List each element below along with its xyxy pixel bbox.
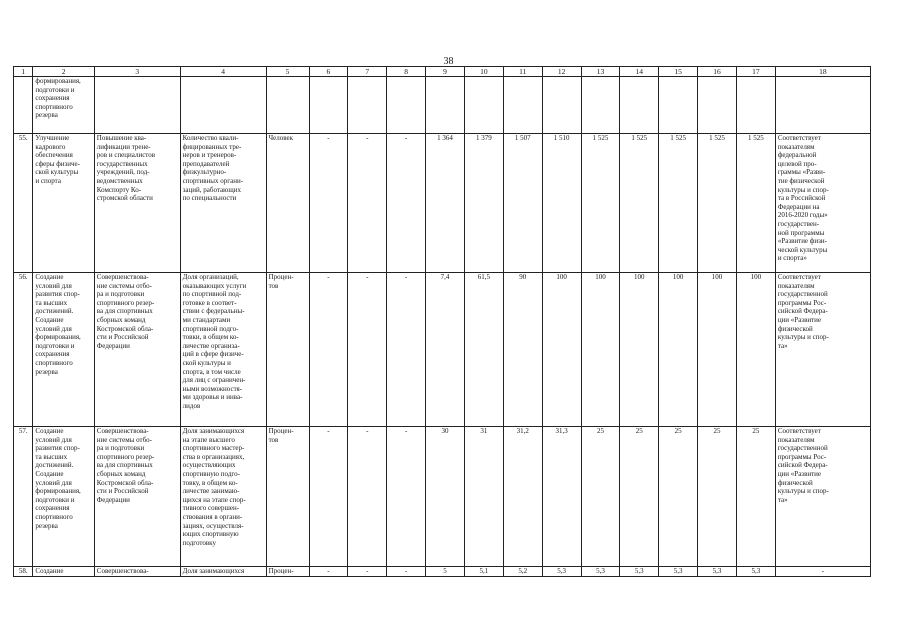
row-value-col14: 25 [620, 427, 659, 567]
row-value-col17 [736, 77, 775, 134]
row-compliance-note [775, 77, 870, 134]
row-value-col14: 5,3 [620, 567, 659, 577]
row-value-col10: 61,5 [464, 273, 503, 427]
column-header: 14 [620, 67, 659, 77]
column-header: 11 [503, 67, 542, 77]
page-number: 38 [443, 56, 454, 67]
row-task [94, 77, 180, 134]
row-task: Повышение ква- лификации трене- ров и специалистов государственных учреждений, под- ведомственных Комспорту Ко- стромской области [94, 134, 180, 273]
row-value-col16: 5,3 [698, 567, 737, 577]
row-task: Совершенствова- [94, 567, 180, 577]
row-value-col8: - [387, 427, 426, 567]
row-value-col8: - [387, 567, 426, 577]
row-value-col13 [581, 77, 620, 134]
row-value-col6: - [309, 567, 348, 577]
column-header: 18 [775, 67, 870, 77]
table-row [14, 567, 871, 577]
row-value-col13: 1 525 [581, 134, 620, 273]
row-value-col9: 5 [426, 567, 465, 577]
row-number [14, 77, 33, 134]
row-value-col10: 1 379 [464, 134, 503, 273]
row-value-col11: 1 507 [503, 134, 542, 273]
row-value-col15: 5,3 [659, 567, 698, 577]
indicators-table [13, 66, 871, 577]
table-row [14, 77, 871, 134]
row-objective: Создание условий для развития спор- та высших достижений. Создание условий для формирования, подготовки и сохранения спортивного резерва [33, 273, 94, 427]
row-value-col15: 1 525 [659, 134, 698, 273]
row-value-col7 [348, 77, 387, 134]
row-value-col10: 31 [464, 427, 503, 567]
row-unit: Процен- тов [266, 273, 309, 427]
row-value-col15 [659, 77, 698, 134]
table-row [14, 134, 871, 273]
table-row [14, 273, 871, 427]
row-compliance-note: Соответствует показателям государственной программы Рос- сийской Федера- ции «Развитие физической культуры и спор- та» [775, 273, 870, 427]
row-value-col7: - [348, 427, 387, 567]
row-value-col14 [620, 77, 659, 134]
column-header: 7 [348, 67, 387, 77]
row-value-col16: 100 [698, 273, 737, 427]
row-task: Совершенствова- ние системы отбо- ра и подготовки спортивного резер- ва для спортивных сборных команд Костромской обла- сти и Российской Федерации [94, 427, 180, 567]
row-indicator: Доля организаций, оказывающих услуги по спортивной под- готовке в соответ- ствии с федеральны- ми стандартами спортивной подго- товки, в общем ко- личестве организа- ций в сфере физиче- ской культуры и спорта, в том числе для лиц с ограничен- ными возможностя- ми здоровья и инва- лидов [180, 273, 266, 427]
row-value-col9 [426, 77, 465, 134]
row-value-col14: 100 [620, 273, 659, 427]
row-value-col6: - [309, 273, 348, 427]
row-value-col17: 1 525 [736, 134, 775, 273]
row-value-col16: 25 [698, 427, 737, 567]
column-header: 8 [387, 67, 426, 77]
row-value-col6 [309, 77, 348, 134]
column-header: 5 [266, 67, 309, 77]
row-value-col9: 1 364 [426, 134, 465, 273]
row-value-col12: 31,3 [542, 427, 581, 567]
column-header: 9 [426, 67, 465, 77]
row-value-col17: 100 [736, 273, 775, 427]
row-task: Совершенствова- ние системы отбо- ра и подготовки спортивного резер- ва для спортивных сборных команд Костромской обла- сти и Российской Федерации [94, 273, 180, 427]
row-value-col9: 7,4 [426, 273, 465, 427]
row-unit: Человек [266, 134, 309, 273]
row-number: 57. [14, 427, 33, 567]
table-row [14, 427, 871, 567]
row-value-col14: 1 525 [620, 134, 659, 273]
row-value-col8: - [387, 134, 426, 273]
row-indicator: Доля занимающихся на этапе высшего спортивного мастер- ства в организациях, осуществляющих спортивную подго- товку, в общем ко- личестве занимаю- щихся на этапе спор- тивного совершен- ствования в органи- зациях, осуществля- ющих спортивную подготовку [180, 427, 266, 567]
row-compliance-note: - [775, 567, 870, 577]
row-value-col6: - [309, 427, 348, 567]
column-header: 2 [33, 67, 94, 77]
row-indicator [180, 77, 266, 134]
row-value-col13: 5,3 [581, 567, 620, 577]
row-value-col7: - [348, 273, 387, 427]
column-header: 12 [542, 67, 581, 77]
row-value-col12: 5,3 [542, 567, 581, 577]
row-compliance-note: Соответствует показателям государственной программы Рос- сийской Федера- ции «Развитие физической культуры и спор- та» [775, 427, 870, 567]
row-value-col13: 100 [581, 273, 620, 427]
row-value-col17: 25 [736, 427, 775, 567]
row-compliance-note: Соответствует показателям федеральной целевой про- граммы «Разви- тие физической культуры и спор- та в Российской Федерации на 2016-2020 годы» государствен- ной программы «Развитие физи- ческой культуры и спорта» [775, 134, 870, 273]
row-value-col13: 25 [581, 427, 620, 567]
row-value-col10 [464, 77, 503, 134]
row-number: 56. [14, 273, 33, 427]
column-header: 3 [94, 67, 180, 77]
row-indicator: Количество квали- фицированных тре- неров и тренеров- преподавателей физкультурно- спортивных органи- заций, работающих по специальности [180, 134, 266, 273]
column-header: 13 [581, 67, 620, 77]
row-value-col12 [542, 77, 581, 134]
column-header: 16 [698, 67, 737, 77]
row-unit [266, 77, 309, 134]
column-header: 1 [14, 67, 33, 77]
row-objective: формирования, подготовки и сохранения спортивного резерва [33, 77, 94, 134]
row-value-col10: 5,1 [464, 567, 503, 577]
row-value-col15: 25 [659, 427, 698, 567]
row-number: 58. [14, 567, 33, 577]
row-value-col16: 1 525 [698, 134, 737, 273]
row-value-col12: 100 [542, 273, 581, 427]
row-value-col6: - [309, 134, 348, 273]
row-value-col8: - [387, 273, 426, 427]
row-value-col8 [387, 77, 426, 134]
column-header: 15 [659, 67, 698, 77]
column-header: 17 [736, 67, 775, 77]
column-header: 4 [180, 67, 266, 77]
row-value-col11 [503, 77, 542, 134]
row-value-col11: 31,2 [503, 427, 542, 567]
row-indicator: Доля занимающихся [180, 567, 266, 577]
column-header: 10 [464, 67, 503, 77]
column-header: 6 [309, 67, 348, 77]
row-value-col9: 30 [426, 427, 465, 567]
row-objective: Создание [33, 567, 94, 577]
row-value-col16 [698, 77, 737, 134]
row-unit: Процен- тов [266, 427, 309, 567]
row-unit: Процен- [266, 567, 309, 577]
row-value-col11: 5,2 [503, 567, 542, 577]
header-row [14, 67, 871, 77]
row-value-col15: 100 [659, 273, 698, 427]
row-objective: Создание условий для развития спор- та высших достижений. Создание условий для формирования, подготовки и сохранения спортивного резерва [33, 427, 94, 567]
row-number: 55. [14, 134, 33, 273]
row-value-col12: 1 510 [542, 134, 581, 273]
row-objective: Улучшение кадрового обеспечения сферы физиче- ской культуры и спорта [33, 134, 94, 273]
row-value-col7: - [348, 567, 387, 577]
row-value-col11: 90 [503, 273, 542, 427]
row-value-col17: 5,3 [736, 567, 775, 577]
row-value-col7: - [348, 134, 387, 273]
